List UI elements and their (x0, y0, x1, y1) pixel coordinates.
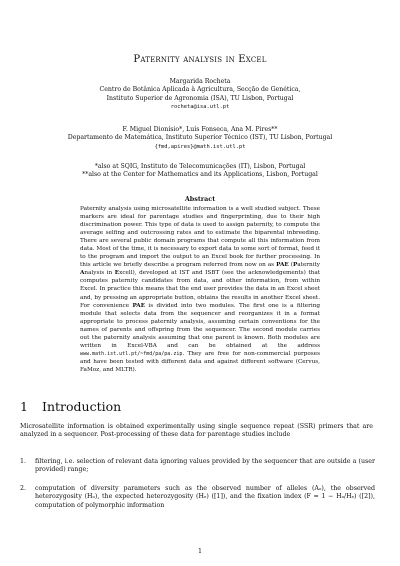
abstract-text: is divided into two modules. The first one is a filtering module that selects data from the sequencer and reorganizes it in a format appropriate to process paternity analysis, assuming certain conventions for the names of parents and offspring from the sequencer. The second module carries out the paternity analysis assuming that one parent is known. Both modules are written in Excel-VBA and can be obtained at the address (80, 302, 321, 349)
list-item-text: filtering, i.e. selection of relevant data ignoring values provided by the sequencer that are outside a (user provided) range; (35, 458, 375, 474)
list-item (20, 458, 375, 475)
abstract-heading: Abstract (184, 195, 216, 203)
author-notes (0, 163, 400, 180)
list-item (20, 485, 375, 510)
section-title: Introduction (42, 399, 122, 414)
abstract-text: . They are free for non-commercial purposes and have been tested with different data and against different software (Cervus, FaMoz, and MLTR). (80, 350, 320, 373)
abstract-text: Paternity analysis using microsatellite information is a well studied subject. These markers are ideal for parentage studies and fingerprinting, due to their high discrimination power. This type of data is used to assign paternity, to compute the average selfing and outcrossing rates and to estimate the biparental inbreeding. There are several public domain programs that compute all this information from data. Most of the time, it is necessary to export data to some sort of format, feed it to the program and import the output to an Excel book for further processing. In this article we briefly describe a program referred from now on as (80, 206, 320, 269)
author-email: rocheta@isa.utl.pt (170, 103, 230, 110)
acronym-letter: A (80, 270, 85, 277)
author-affiliation: Departamento de Matemática, Instituto Superior Técnico (IST), TU Lisbon, Portugal (67, 134, 333, 142)
abstract-text: nalysis in (84, 270, 115, 277)
author-affiliation: Instituto Superior de Agronomia (ISA), TU Lisbon, Portugal (106, 94, 294, 102)
author-affiliation: Centro de Botânica Aplicada à Agricultura, Secção de Genética, (99, 86, 301, 94)
acronym-letter: P (292, 262, 298, 269)
section-number: 1 (20, 399, 28, 414)
download-url: www.math.ist.utl.pt/~fmd/pa/pa.zip (80, 350, 183, 357)
intro-paragraph: Microsatellite information is obtained experimentally using single sequence repeat (SSR) primers that are analyzed in a sequencer. Post-processing of these data for parentage studies include (20, 423, 373, 439)
list-item-text: computation of diversity parameters such as the observed number of alleles (Aₒ), the observed heterozygosity (Hₒ), the expected heterozygosity (Hₑ) ([1]), and the fixation index (F = 1 − Hₒ/Hₑ) ([2]), computation of polymorphic information (35, 485, 375, 509)
section-heading (20, 399, 121, 414)
author-block-2 (0, 126, 400, 151)
author-block-1 (0, 78, 400, 111)
program-name: PAE (276, 262, 289, 269)
abstract-text: xcell), developed at IST and ISBT (see the acknowledgements) that computes paternity candidates from data, and other information, from within Excel. In practice this means that the end user provides the data in an Excel sheet and, by pressing an appropriate button, obtains the results in another Excel sheet. For convenience (80, 270, 320, 309)
author-note: **also at the Center for Mathematics and its Applications, Lisbon, Portugal (82, 171, 318, 179)
abstract-body (80, 205, 320, 374)
abstract-text: ( (288, 262, 293, 269)
list-item-label: 1. (20, 458, 27, 465)
acronym-letter: E (114, 270, 120, 277)
author-email: {fmd,apires}@math.ist.utl.pt (154, 143, 246, 150)
paper-title: Paternity analysis in Excel (133, 54, 267, 65)
program-name: PAE (132, 302, 146, 309)
page-number: 1 (197, 548, 202, 555)
author-names: F. Miguel Dionísio*, Luís Fonseca, Ana M. Pires** (122, 126, 278, 133)
author-note: *also at SQIG, Instituto de Telecomunicações (IT), Lisbon, Portugal (94, 163, 306, 170)
abstract-text: aternity (297, 262, 321, 269)
list-item-label: 2. (20, 485, 27, 492)
author-name: Margarida Rocheta (169, 78, 231, 85)
